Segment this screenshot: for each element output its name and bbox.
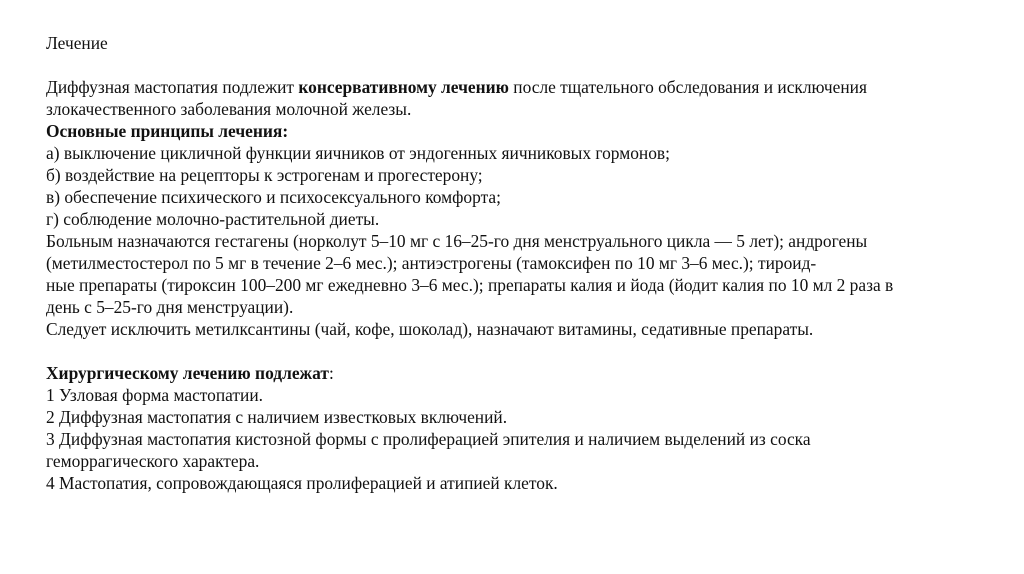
surgery-item: 2 Диффузная мастопатия с наличием известковых включений. <box>46 407 508 427</box>
intro-text-start: Диффузная мастопатия подлежит <box>46 77 299 97</box>
surgery-item: 1 Узловая форма мастопатии. <box>46 385 263 405</box>
surgery-item: 3 Диффузная мастопатия кистозной формы с пролиферацией эпителия и наличием выделений из соска <box>46 429 811 449</box>
drugs-line: Больным назначаются гестагены (норколут 5–10 мг с 16–25-го дня менструального цикла — 5 лет); андрогены <box>46 231 868 251</box>
intro-text-end: после тщательного обследования и исключения <box>508 77 867 97</box>
drugs-line: день с 5–25-го дня менструации). <box>46 297 294 317</box>
drugs-line: ные препараты (тироксин 100–200 мг ежедневно 3–6 мес.); препараты калия и йода (йодит калия по 10 мл 2 раза в <box>46 275 894 295</box>
intro-line-2: злокачественного заболевания молочной железы. <box>46 99 412 119</box>
principles-heading: Основные принципы лечения: <box>46 121 289 141</box>
intro-line-1 <box>46 76 986 98</box>
page-title: Лечение <box>46 33 108 53</box>
spacer <box>46 54 986 76</box>
surgery-heading: Хирургическому лечению подлежат: <box>46 363 334 383</box>
principle-item: б) воздействие на рецепторы к эстрогенам и прогестерону; <box>46 165 483 185</box>
surgery-item: геморрагического характера. <box>46 451 260 471</box>
exclude-line: Следует исключить метилксантины (чай, кофе, шоколад), назначают витамины, седативные препараты. <box>46 319 814 339</box>
surgery-item: 4 Мастопатия, сопровождающаяся пролиферацией и атипией клеток. <box>46 473 558 493</box>
slide-content <box>46 32 986 494</box>
spacer <box>46 340 986 362</box>
intro-bold-term: консервативному лечению <box>298 77 509 97</box>
principle-item: а) выключение цикличной функции яичников от эндогенных яичниковых гормонов; <box>46 143 670 163</box>
principle-item: в) обеспечение психического и психосексуального комфорта; <box>46 187 501 207</box>
principle-item: г) соблюдение молочно-растительной диеты. <box>46 209 380 229</box>
drugs-line: (метилместостерол по 5 мг в течение 2–6 мес.); антиэстрогены (тамоксифен по 10 мг 3–6 мес.); тироид- <box>46 253 817 273</box>
